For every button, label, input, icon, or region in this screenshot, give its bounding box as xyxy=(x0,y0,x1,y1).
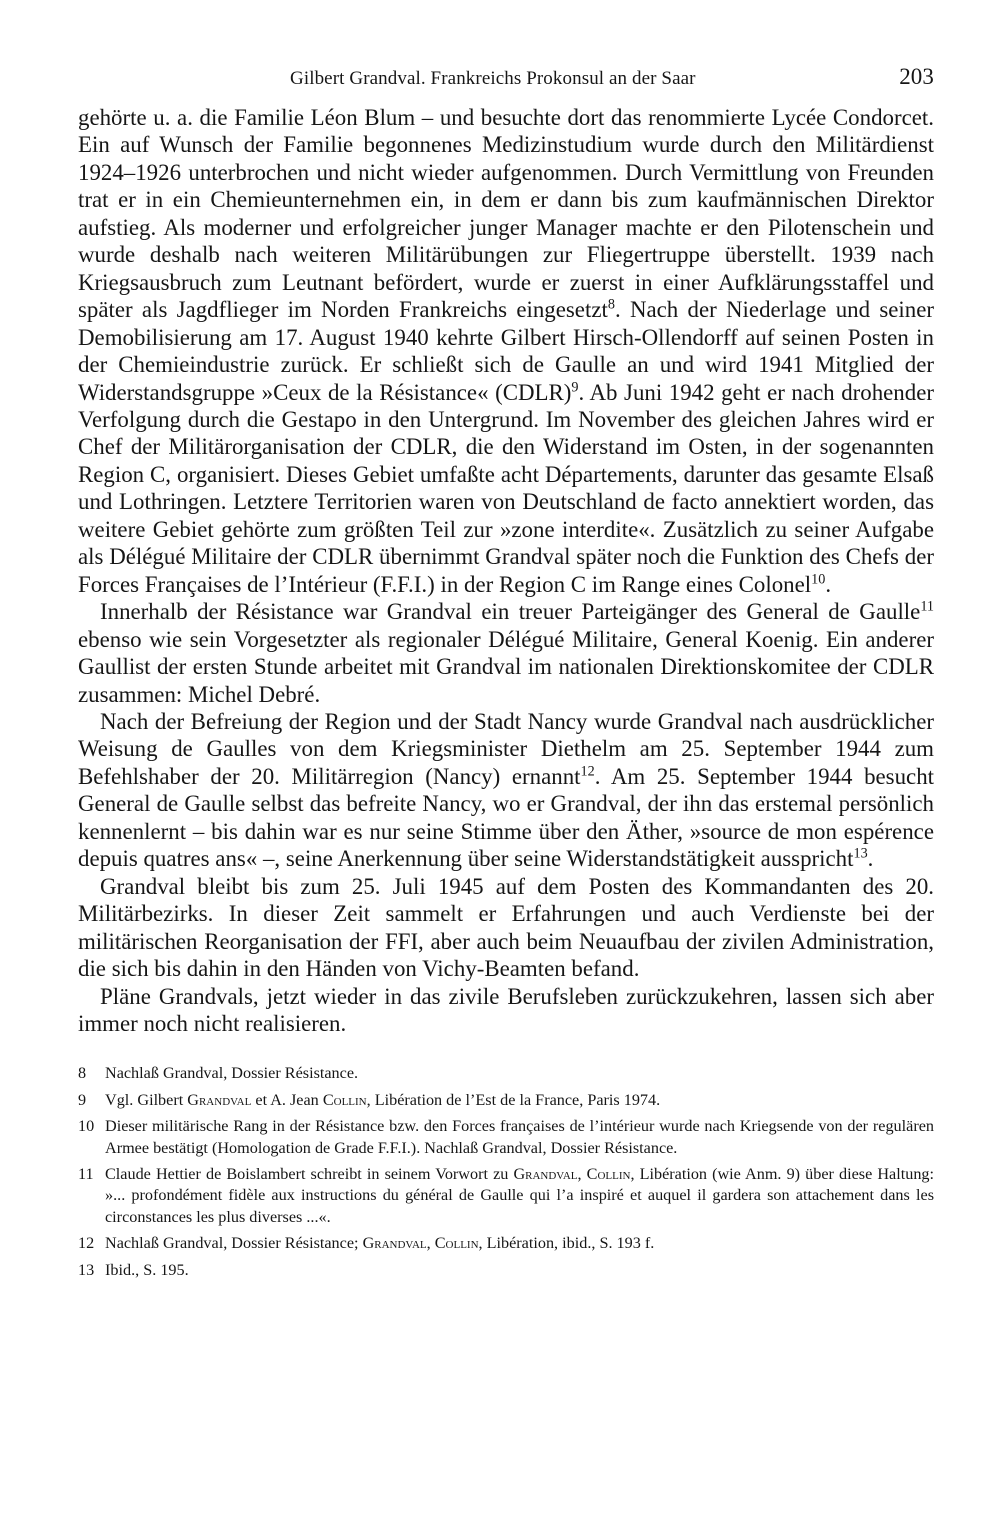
footnote-text xyxy=(105,1090,934,1111)
footnote xyxy=(78,1116,934,1159)
text-run: Nach der Befreiung der Region und der Stadt Nancy wurde Grandval nach ausdrücklicher Weisung de Gaulles von dem Kriegsminister Diethelm am 25. September 1944 zum Befehlshaber der 20. Militärregion (Nancy) ernannt xyxy=(78,708,934,789)
text-run: , Libération (wie Anm. 9) über diese Haltung: »... profondément fidèle aux instructions du général de Gaulle qui l’a inspiré et auquel il gardera son attachement dans les circonstances les plus diverses ...«. xyxy=(105,1165,934,1226)
running-title: Gilbert Grandval. Frankreichs Prokonsul an der Saar xyxy=(290,68,696,89)
author-name: Grandval xyxy=(362,1234,427,1253)
paragraph xyxy=(78,598,934,708)
footnote-ref[interactable]: 10 xyxy=(811,571,826,588)
page-number: 203 xyxy=(899,64,934,89)
footnote xyxy=(78,1233,934,1254)
paragraph xyxy=(78,983,934,1038)
footnotes xyxy=(78,1063,934,1281)
footnote-ref[interactable]: 12 xyxy=(580,763,595,780)
text-run: Grandval bleibt bis zum 25. Juli 1945 auf dem Posten des Kommandanten des 20. Militärbezirks. In dieser Zeit sammelt er Erfahrungen und auch Verdienste bei der militärischen Reorganisation der FFI, aber auch beim Neuaufbau der zivilen Administration, die sich bis dahin in den Händen von Vichy-Beamten befand. xyxy=(78,873,934,982)
footnote xyxy=(78,1260,934,1281)
text-run: Pläne Grandvals, jetzt wieder in das zivile Berufsleben zurückzukehren, lassen sich aber immer noch nicht realisieren. xyxy=(78,983,934,1036)
text-run: Claude Hettier de Boislambert schreibt in seinem Vorwort zu xyxy=(105,1165,514,1184)
text-run: , Libération de l’Est de la France, Paris 1974. xyxy=(366,1090,661,1109)
footnote xyxy=(78,1063,934,1084)
text-run: Ibid., S. 195. xyxy=(105,1260,189,1279)
footnote-number: 8 xyxy=(78,1064,87,1083)
text-run: . Nach der Niederlage und seiner Demobilisierung am 17. August 1940 kehrte Gilbert Hirsch-Ollendorff auf seinen Posten in der Chemieindustrie zurück. Er schließt sich de Gaulle an und wird 1941 Mitglied der Widerstandsgruppe »Ceux de la Résistance« (CDLR) xyxy=(78,297,934,405)
footnote-ref[interactable]: 9 xyxy=(571,378,579,395)
text-run: Vgl. Gilbert xyxy=(105,1090,188,1109)
footnote xyxy=(78,1164,934,1228)
running-header xyxy=(78,64,934,104)
book-page xyxy=(78,64,934,1286)
text-run: , xyxy=(426,1234,435,1253)
text-run: . xyxy=(825,571,832,597)
footnote-text xyxy=(105,1233,934,1254)
text-run: . Am 25. September 1944 besucht General de Gaulle selbst das befreite Nancy, wo er Grandval, der ihn das erstemal persönlich kennenlernt – bis dahin war es nur seine Stimme über den Äther, »source de mon espérence depuis quatres ans« –, seine Anerkennung über seine Widerstandstätigkeit ausspricht xyxy=(78,763,934,872)
text-run: Nachlaß Grandval, Dossier Résistance. xyxy=(105,1064,359,1083)
text-run: Dieser militärische Rang in der Résistance bzw. den Forces françaises de l’intérieur wurde nach Kriegsende von der regulären Armee bestätigt (Homologation de Grade F.F.I.). Nachlaß Grandval, Dossier Résistance. xyxy=(105,1117,934,1157)
author-name: Grandval xyxy=(187,1090,252,1109)
text-run: , Libération, ibid., S. 193 f. xyxy=(478,1234,655,1253)
main-text xyxy=(78,104,934,1037)
text-run: et A. Jean xyxy=(251,1090,323,1109)
footnote-number: 12 xyxy=(78,1234,95,1253)
footnote-number: 13 xyxy=(78,1260,95,1279)
footnote xyxy=(78,1090,934,1111)
paragraph xyxy=(78,873,934,983)
author-name: Collin xyxy=(586,1165,631,1184)
footnote-text xyxy=(105,1164,934,1228)
footnote-ref[interactable]: 11 xyxy=(920,598,934,615)
author-name: Grandval xyxy=(513,1165,578,1184)
footnote-ref[interactable]: 13 xyxy=(853,845,868,862)
author-name: Collin xyxy=(322,1090,367,1109)
author-name: Collin xyxy=(434,1234,479,1253)
text-run: , xyxy=(577,1165,587,1184)
footnote-number: 10 xyxy=(78,1117,95,1136)
footnote-text xyxy=(105,1063,934,1084)
footnote-text xyxy=(105,1116,934,1159)
footnote-number: 9 xyxy=(78,1090,87,1109)
footnote-text xyxy=(105,1260,934,1281)
text-run: gehörte u. a. die Familie Léon Blum – und besuchte dort das renommierte Lycée Condorcet. Ein auf Wunsch der Familie begonnenes Medizinstudium wurde durch den Militärdienst 1924–1926 unterbrochen und nicht wieder aufgenommen. Durch Vermittlung von Freunden trat er in ein Chemieunternehmen ein, in dem er dann bis zum kaufmännischen Direktor aufstieg. Als moderner und erfolgreicher junger Manager machte er den Pilotenschein und wurde deshalb nach weiteren Militärübungen zur Fliegertruppe überstellt. 1939 nach Kriegsausbruch zum Leutnant befördert, wurde er zuerst in einer Aufklärungsstaffel und später als Jagdflieger im Norden Frankreichs eingesetzt xyxy=(78,105,934,323)
text-run: . Ab Juni 1942 geht er nach drohender Verfolgung durch die Gestapo in den Untergrund. Im November des gleichen Jahres wird er Chef der Militärorganisation der CDLR, die den Widerstand im Osten, in der sogenannten Region C, organisiert. Dieses Gebiet umfaßte acht Départements, darunter das gesamte Elsaß und Lothringen. Letztere Territorien waren von Deutschland de facto annektiert worden, das weitere Gebiet gehörte zum größten Teil zur »zone interdite«. Zusätzlich zu seiner Aufgabe als Délégué Militaire der CDLR übernimmt Grandval später noch die Funktion des Chefs der Forces Françaises de l’Intérieur (F.F.I.) in der Region C im Range eines Colonel xyxy=(78,379,934,597)
paragraph xyxy=(78,708,934,873)
text-run: . xyxy=(867,846,874,872)
footnote-number: 11 xyxy=(78,1165,94,1184)
text-run: Nachlaß Grandval, Dossier Résistance; xyxy=(105,1234,363,1253)
footnote-ref[interactable]: 8 xyxy=(607,296,615,313)
text-run: Innerhalb der Résistance war Grandval ein treuer Parteigänger des General de Gaulle xyxy=(100,599,921,625)
text-run: ebenso wie sein Vorgesetzter als regionaler Délégué Militaire, General Koenig. Ein anderer Gaullist der ersten Stunde arbeitet mit Grandval im nationalen Direktionskomitee der CDLR zusammen: Michel Debré. xyxy=(78,626,934,707)
paragraph xyxy=(78,104,934,598)
